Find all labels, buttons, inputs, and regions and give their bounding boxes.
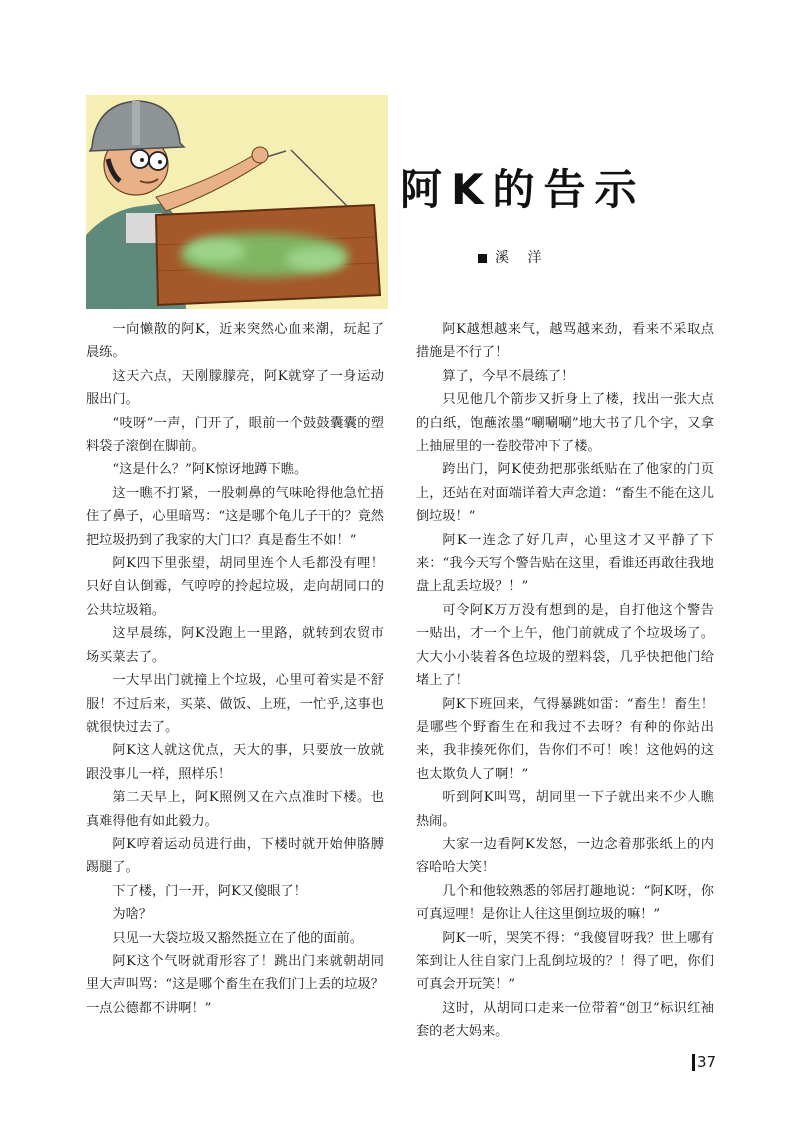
paragraph: 可令阿K万万没有想到的是，自打他这个警告一贴出，才一个上午，他门前就成了个垃圾场了。大大小小装着各色垃圾的塑料袋，几乎快把他门给堵上了！ — [416, 602, 714, 689]
illustration-cartoon-man-with-sign — [86, 95, 388, 309]
paragraph: “吱呀”一声，门开了，眼前一个鼓鼓囊囊的塑料袋子滚倒在脚前。 — [86, 415, 384, 455]
byline-square-icon — [478, 254, 487, 263]
paragraph: 一大早出门就撞上个垃圾，心里可着实是不舒服！不过后来，买菜、做饭、上班，一忙乎,这事也就很快过去了。 — [86, 673, 384, 735]
right-column — [416, 318, 714, 1044]
paragraph: 大家一边看阿K发怒，一边念着那张纸上的内容哈哈大笑！ — [416, 836, 714, 876]
page-number-bar — [692, 1054, 695, 1071]
paragraph: 这早晨练，阿K没跑上一里路，就转到农贸市场买菜去了。 — [86, 626, 384, 665]
paragraph: 这天六点，天刚朦朦亮，阿K就穿了一身运动服出门。 — [86, 368, 384, 408]
hand — [252, 147, 268, 163]
paragraph: 阿K一听，哭笑不得：“我傻冒呀我？世上哪有笨到让人往自家门上乱倒垃圾的？！得了吧，你们可真会开玩笑！” — [416, 930, 714, 993]
glasses-right — [149, 152, 167, 170]
article-title: 阿K的告示 — [400, 165, 646, 214]
author-name: 溪 洋 — [495, 250, 549, 266]
paragraph: 一向懒散的阿K，近来突然心血来潮，玩起了晨练。 — [86, 322, 384, 361]
paragraph: 阿K哼着运动员进行曲，下楼时就开始伸胳膊踢腿了。 — [86, 836, 384, 876]
paragraph: 第二天早上，阿K照例又在六点准时下楼。也真难得他有如此毅力。 — [86, 790, 384, 829]
paragraph: 几个和他较熟悉的邻居打趣地说：“阿K呀，你可真逗哩！是你让人往这里倒垃圾的嘛！” — [416, 883, 714, 923]
paragraph: 只见一大袋垃圾又豁然挺立在了他的面前。 — [112, 930, 363, 946]
page-number-value: 37 — [697, 1053, 717, 1071]
paragraph: 这时，从胡同口走来一位带着“创卫”标识红袖套的老大妈来。 — [416, 1000, 714, 1040]
paragraph: “这是什么？”阿K惊讶地蹲下瞧。 — [112, 462, 308, 478]
page-number — [692, 1052, 716, 1072]
left-column — [86, 318, 384, 1020]
paragraph: 阿K这个气呀就甭形容了！跳出门来就朝胡同里大声叫骂：“这是哪个畜生在我们门上丢的垃圾？一点公德都不讲啊！” — [86, 953, 384, 1016]
paragraph: 阿K这人就这优点，天大的事，只要放一放就跟没事儿一样，照样乐！ — [86, 743, 384, 782]
paragraph: 阿K越想越来气，越骂越来劲，看来不采取点措施是不行了！ — [416, 322, 714, 361]
paragraph: 阿K四下里张望，胡同里连个人毛都没有哩！只好自认倒霉，气哼哼的拎起垃圾，走向胡同口的公共垃圾箱。 — [86, 556, 384, 618]
paragraph: 这一瞧不打紧，一股刺鼻的气味呛得他急忙捂住了鼻子，心里暗骂：“这是哪个龟儿子干的？竟然把垃圾扔到了我家的大门口？真是畜生不如！” — [86, 485, 384, 548]
byline — [478, 247, 548, 269]
paragraph: 跨出门，阿K使劲把那张纸贴在了他家的门页上，还站在对面端详着大声念道：“畜生不能在这儿倒垃圾！” — [416, 462, 714, 525]
glasses-left — [131, 150, 149, 168]
paragraph: 只见他几个箭步又折身上了楼，找出一张大点的白纸，饱蘸浓墨“唰唰唰”地大书了几个字，又拿上抽屉里的一卷胶带冲下了楼。 — [416, 392, 714, 455]
paragraph: 听到阿K叫骂，胡同里一下子就出来不少人瞧热闹。 — [416, 790, 714, 829]
paragraph: 为啥？ — [112, 907, 152, 923]
paragraph: 阿K一连念了好几声，心里这才又平静了下来：“我今天写个警告贴在这里，看谁还再敢往我地盘上乱丢垃圾？！” — [416, 532, 714, 595]
paragraph: 下了楼，门一开，阿K又傻眼了！ — [112, 883, 307, 899]
sign-board — [156, 205, 380, 305]
paragraph: 算了，今早不晨练了！ — [442, 368, 575, 384]
paragraph: 阿K下班回来，气得暴跳如雷：“畜生！畜生！是哪些个野畜生在和我过不去呀？有种的你站出来，我非揍死你们，告你们不可！唉！这他妈的这也太欺负人了啊！” — [416, 696, 714, 782]
